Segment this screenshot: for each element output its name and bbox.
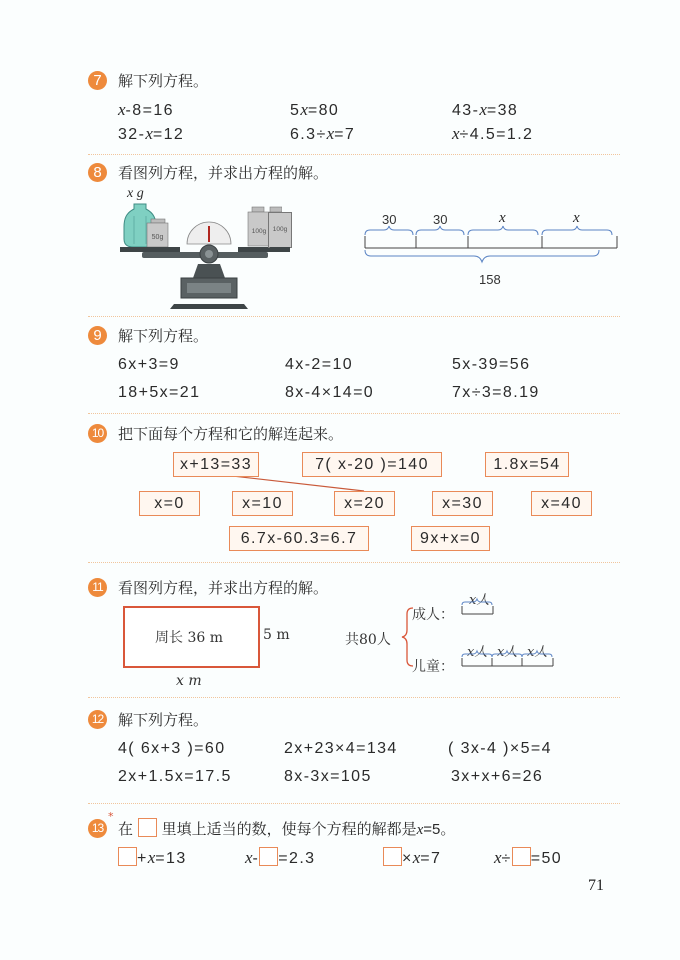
equation: 8x-4×14=0	[285, 384, 375, 401]
equation: 32-x=12	[118, 124, 185, 143]
segment-label: 30	[433, 212, 448, 227]
equation: 6x+3=9	[118, 356, 180, 373]
question-title: 看图列方程，并求出方程的解。	[118, 164, 329, 182]
equation-box[interactable]: 6.7x-60.3=6.7	[229, 526, 369, 551]
adult-unit-label: x人	[469, 593, 490, 608]
fill-in-equation: ×x=7	[383, 847, 441, 868]
blank-input-box[interactable]	[118, 847, 137, 866]
equation: 3x+x+6=26	[451, 768, 544, 785]
equation: 5x=80	[290, 100, 340, 119]
equation: x-8=16	[118, 100, 174, 119]
section-divider	[88, 316, 620, 317]
equation: 4x-2=10	[285, 356, 354, 373]
side-length-label: 5 m	[263, 627, 290, 643]
fill-in-equation: x- =2.3	[245, 848, 316, 867]
section-divider	[88, 413, 620, 414]
segment-label: x	[573, 210, 580, 226]
equation: ( 3x-4 )×5=4	[448, 740, 552, 757]
big-weight-label: 100g	[251, 228, 267, 235]
vase-label: x g	[127, 186, 144, 201]
segment-label: x	[499, 210, 506, 226]
equation: 43-x=38	[452, 100, 519, 119]
question-title: 在 里填上适当的数，使每个方程的解都是x=5。	[118, 820, 456, 838]
equation: x÷4.5=1.2	[452, 124, 534, 143]
right-pan-extension	[270, 247, 290, 252]
solution-box[interactable]: x=20	[334, 491, 395, 516]
perimeter-label: 周长 36 m	[155, 630, 223, 646]
blank-input-box[interactable]	[383, 847, 402, 866]
segment-label: 30	[382, 212, 397, 227]
blank-input-box[interactable]	[512, 847, 531, 866]
segment-total: 158	[479, 272, 501, 287]
challenge-star: *	[108, 810, 114, 823]
bottom-length-label: x m	[176, 673, 202, 689]
big-weight-label: 100g	[272, 226, 288, 233]
adults-label: 成人：	[412, 607, 454, 623]
question-title: 解下列方程。	[118, 72, 209, 90]
equation-box[interactable]: 7( x-20 )=140	[302, 452, 442, 477]
balance-scale-illustration	[112, 186, 282, 311]
fill-in-equation: +x=13	[118, 847, 187, 868]
question-number-badge: 13	[88, 819, 107, 838]
equation: 2x+1.5x=17.5	[118, 768, 232, 785]
equation: 8x-3x=105	[284, 768, 372, 785]
weight-100g-second	[268, 212, 292, 248]
solution-box[interactable]: x=10	[232, 491, 293, 516]
question-number-badge: 8	[88, 163, 107, 182]
equation: 18+5x=21	[118, 384, 201, 401]
child-unit-label: x人	[527, 645, 548, 660]
segment-diagram	[362, 210, 622, 290]
question-title: 解下列方程。	[118, 711, 209, 729]
question-number-badge: 12	[88, 710, 107, 729]
question-title: 把下面每个方程和它的解连起来。	[118, 425, 344, 443]
blank-input-box[interactable]	[259, 847, 278, 866]
blank-box-icon	[138, 818, 157, 837]
section-divider	[88, 697, 620, 698]
question-title: 看图列方程，并求出方程的解。	[118, 579, 329, 597]
child-unit-label: x人	[467, 645, 488, 660]
question-number-badge: 10	[88, 424, 107, 443]
equation: 5x-39=56	[452, 356, 531, 373]
solution-box[interactable]: x=40	[531, 491, 592, 516]
section-divider	[88, 562, 620, 563]
equation: 2x+23×4=134	[284, 740, 398, 757]
solution-box[interactable]: x=0	[139, 491, 200, 516]
people-segment-diagram	[460, 595, 570, 675]
equation-box[interactable]: x+13=33	[173, 452, 259, 477]
question-number-badge: 9	[88, 326, 107, 345]
page-number: 71	[588, 877, 604, 894]
child-unit-label: x人	[497, 645, 518, 660]
question-title: 解下列方程。	[118, 327, 209, 345]
question-number-badge: 7	[88, 71, 107, 90]
equation: 7x÷3=8.19	[452, 384, 540, 401]
section-divider	[88, 803, 620, 804]
solution-box[interactable]: x=30	[432, 491, 493, 516]
equation: 4( 6x+3 )=60	[118, 740, 226, 757]
fill-in-equation: x÷ =50	[494, 848, 563, 867]
children-label: 儿童：	[412, 659, 454, 675]
small-weight-label: 50g	[151, 234, 164, 241]
section-divider	[88, 154, 620, 155]
question-number-badge: 11	[88, 578, 107, 597]
equation: 6.3÷x=7	[290, 124, 356, 143]
equation-box[interactable]: 9x+x=0	[411, 526, 490, 551]
total-people-label: 共80人	[345, 632, 391, 648]
equation-box[interactable]: 1.8x=54	[485, 452, 569, 477]
